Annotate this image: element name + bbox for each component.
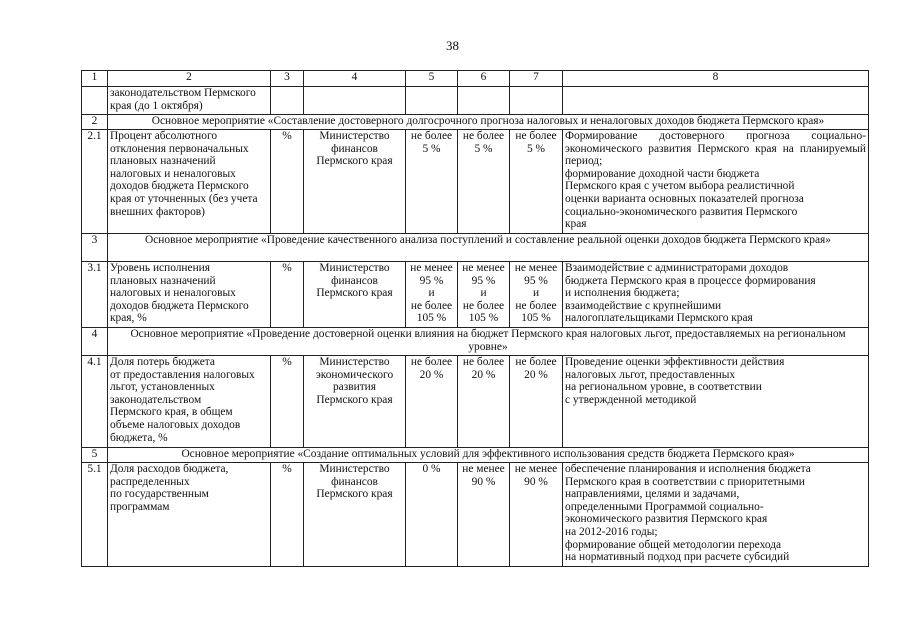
expected-result: обеспечение планирования и исполнения бюджета Пермского края в соответствии с приоритетными направлениями, целями и задачами, определенными Программой социально- экономического развития Пермского края на 2012-2016 годы; формирование общей методологии перехода на нормативный подход при расчете субсидий xyxy=(563,463,869,567)
value-2: не менее 90 % xyxy=(458,463,510,567)
value-2: не более 20 % xyxy=(458,356,510,448)
unit: % xyxy=(271,463,304,567)
section-row xyxy=(82,115,869,130)
value-3: не менее 95 % и не более 105 % xyxy=(510,262,563,328)
column-number: 8 xyxy=(563,71,869,87)
section-number: 4 xyxy=(82,328,108,356)
table-row xyxy=(82,130,869,234)
indicator-name: Доля расходов бюджета, распределенных по государственным программам xyxy=(108,463,271,567)
unit: % xyxy=(271,356,304,448)
section-number: 2 xyxy=(82,115,108,130)
value-3: не менее 90 % xyxy=(510,463,563,567)
column-number: 1 xyxy=(82,71,108,87)
indicator-name: Уровень исполнения плановых назначений налоговых и неналоговых доходов бюджета Пермского края, % xyxy=(108,262,271,328)
section-number: 5 xyxy=(82,448,108,463)
column-number: 2 xyxy=(108,71,271,87)
table-row xyxy=(82,463,869,567)
continuation-text: законодательством Пермского края (до 1 октября) xyxy=(108,87,271,115)
value-1: не более 5 % xyxy=(406,130,458,234)
expected-result: Формирование достоверного прогноза социально-экономического развития Пермского края на планируемый период; формирование доходной части бюджета Пермского края с учетом выбора реалистичной оценки варианта основных показателей прогноза социально-экономического развития Пермского края xyxy=(563,130,869,234)
value-1: не более 20 % xyxy=(406,356,458,448)
column-number: 6 xyxy=(458,71,510,87)
unit: % xyxy=(271,262,304,328)
value-1: не менее 95 % и не более 105 % xyxy=(406,262,458,328)
page-number: 38 xyxy=(446,38,459,53)
section-row xyxy=(82,234,869,262)
value-3: не более 5 % xyxy=(510,130,563,234)
table-row xyxy=(82,356,869,448)
value-1: 0 % xyxy=(406,463,458,567)
indicators-table xyxy=(81,70,869,567)
indicator-name: Процент абсолютного отклонения первоначальных плановых назначений налоговых и неналоговых доходов бюджета Пермского края от уточненных (без учета внешних факторов) xyxy=(108,130,271,234)
continuation-row xyxy=(82,87,869,115)
section-row xyxy=(82,448,869,463)
row-number: 4.1 xyxy=(82,356,108,448)
executor: Министерство экономического развития Пермского края xyxy=(304,356,406,448)
expected-result: Взаимодействие с администраторами доходов бюджета Пермского края в процессе формирования и исполнения бюджета; взаимодействие с крупнейшими налогоплательщиками Пермского края xyxy=(563,262,869,328)
column-number: 4 xyxy=(304,71,406,87)
executor: Министерство финансов Пермского края xyxy=(304,463,406,567)
executor: Министерство финансов Пермского края xyxy=(304,130,406,234)
column-number: 5 xyxy=(406,71,458,87)
section-row xyxy=(82,328,869,356)
row-number: 5.1 xyxy=(82,463,108,567)
section-title: Основное мероприятие «Проведение качественного анализа поступлений и составление реальной оценки доходов бюджета Пермского края» xyxy=(108,234,869,262)
table-row xyxy=(82,262,869,328)
section-title: Основное мероприятие «Проведение достоверной оценки влияния на бюджет Пермского края налоговых льгот, предоставляемых на региональном уровне» xyxy=(108,328,869,356)
indicator-name: Доля потерь бюджета от предоставления налоговых льгот, установленных законодательством Пермского края, в общем объеме налоговых доходов бюджета, % xyxy=(108,356,271,448)
unit: % xyxy=(271,130,304,234)
section-title: Основное мероприятие «Составление достоверного долгосрочного прогноза налоговых и неналоговых доходов бюджета Пермского края» xyxy=(108,115,869,130)
value-2: не более 5 % xyxy=(458,130,510,234)
row-number: 3.1 xyxy=(82,262,108,328)
column-number-row xyxy=(82,71,869,87)
section-title: Основное мероприятие «Создание оптимальных условий для эффективного использования средств бюджета Пермского края» xyxy=(108,448,869,463)
executor: Министерство финансов Пермского края xyxy=(304,262,406,328)
value-2: не менее 95 % и не более 105 % xyxy=(458,262,510,328)
section-number: 3 xyxy=(82,234,108,262)
row-number: 2.1 xyxy=(82,130,108,234)
column-number: 3 xyxy=(271,71,304,87)
column-number: 7 xyxy=(510,71,563,87)
value-3: не более 20 % xyxy=(510,356,563,448)
expected-result: Проведение оценки эффективности действия налоговых льгот, предоставленных на региональном уровне, в соответствии с утвержденной методикой xyxy=(563,356,869,448)
